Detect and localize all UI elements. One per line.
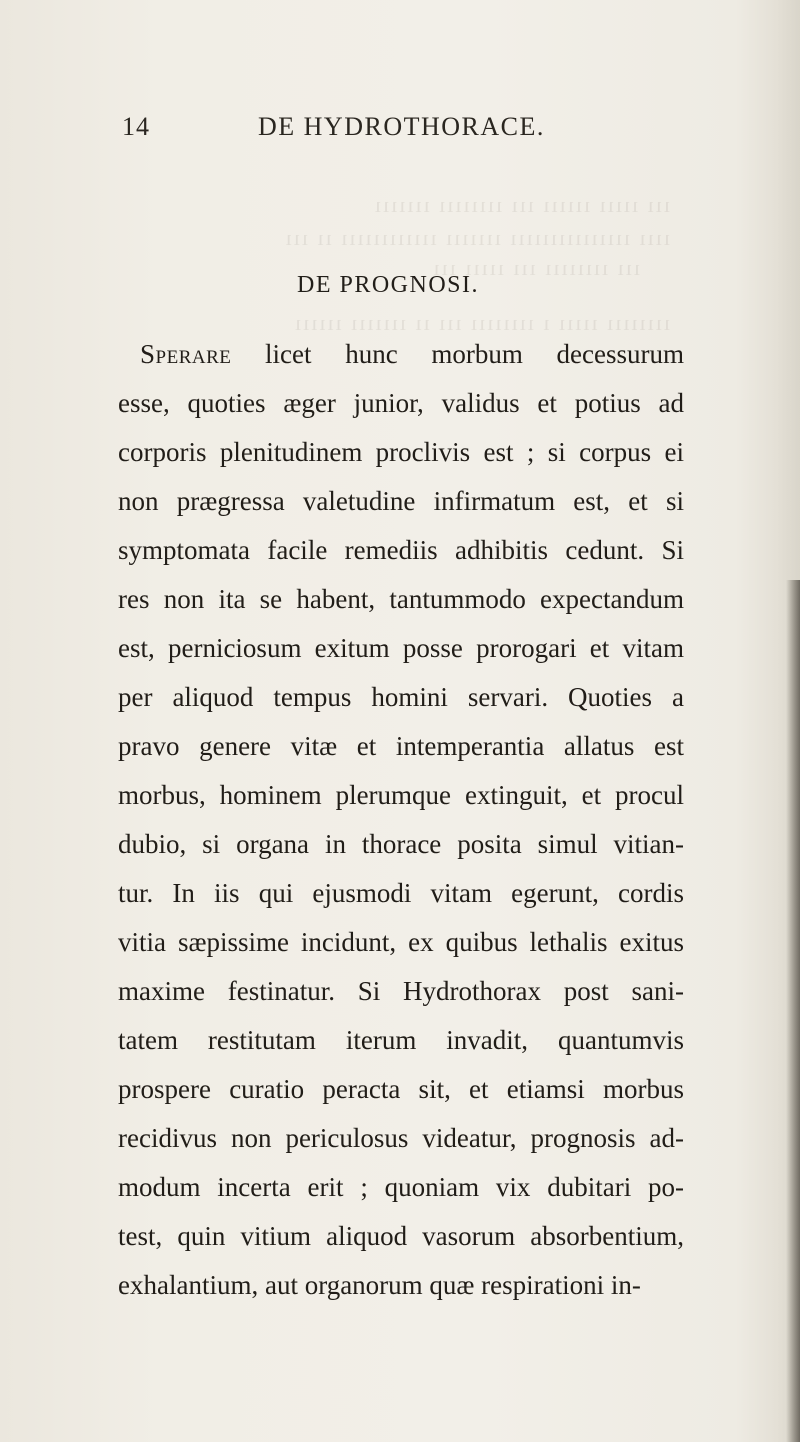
- text-line: res non ita se habent, tantummodo expectandum: [118, 584, 684, 614]
- section-heading-text: DE PROGNOSI.: [296, 272, 479, 298]
- running-title: DE HYDROTHORACE.: [258, 112, 545, 141]
- text-line-rest: licet hunc morbum decessurum: [231, 339, 684, 369]
- text-line: modum incerta erit ; quoniam vix dubitari po-: [118, 1172, 684, 1202]
- text-line: dubio, si organa in thorace posita simul vitian-: [118, 829, 684, 859]
- show-through-text: ııı ıııııııı ııı ııııı ııı: [431, 255, 640, 280]
- text-line: pravo genere vitæ et intemperantia allatus est: [118, 731, 684, 761]
- text-line: test, quin vitium aliquod vasorum absorbentium,: [118, 1221, 684, 1251]
- text-line: exhalantium, aut organorum quæ respirationi in-: [118, 1270, 641, 1300]
- text-line: vitia sæpissime incidunt, ex quibus lethalis exitus: [118, 927, 684, 957]
- text-line: tur. In iis qui ejusmodi vitam egerunt, cordis: [118, 878, 684, 908]
- page-edge-shadow: [786, 580, 800, 1442]
- text-line: [118, 330, 684, 379]
- text-line: esse, quoties æger junior, validus et potius ad: [118, 388, 684, 418]
- text-line: tatem restitutam iterum invadit, quantumvis: [118, 1025, 684, 1055]
- text-line: prospere curatio peracta sit, et etiamsi morbus: [118, 1074, 684, 1104]
- show-through-text: ııı ııııı ıııııı ııı ıııııııı ııııııı: [372, 192, 670, 217]
- show-through-text: ıııı ııııııııııııııı ııııııı ıııııııııııı ıı ııı: [283, 225, 670, 250]
- text-line: per aliquod tempus homini servari. Quoties a: [118, 682, 684, 712]
- running-head: [0, 112, 800, 152]
- text-line: symptomata facile remediis adhibitis cedunt. Si: [118, 535, 684, 565]
- show-through-text: ıııııııı ııııı ı ıııııııı ııı ıı ııııııı ıııııı: [293, 310, 670, 335]
- text-line: recidivus non periculosus videatur, prognosis ad-: [118, 1123, 684, 1153]
- text-line: morbus, hominem plerumque extinguit, et procul: [118, 780, 684, 810]
- text-line: maxime festinatur. Si Hydrothorax post sani-: [118, 976, 684, 1006]
- text-line: est, perniciosum exitum posse prorogari et vitam: [118, 633, 684, 663]
- text-line: corporis plenitudinem proclivis est ; si corpus ei: [118, 437, 684, 467]
- text-line: non prægressa valetudine infirmatum est, et si: [118, 486, 684, 516]
- paragraph: [118, 330, 684, 1310]
- first-word: Sperare: [140, 339, 232, 369]
- section-heading: [0, 272, 800, 299]
- page-number: 14: [122, 112, 150, 141]
